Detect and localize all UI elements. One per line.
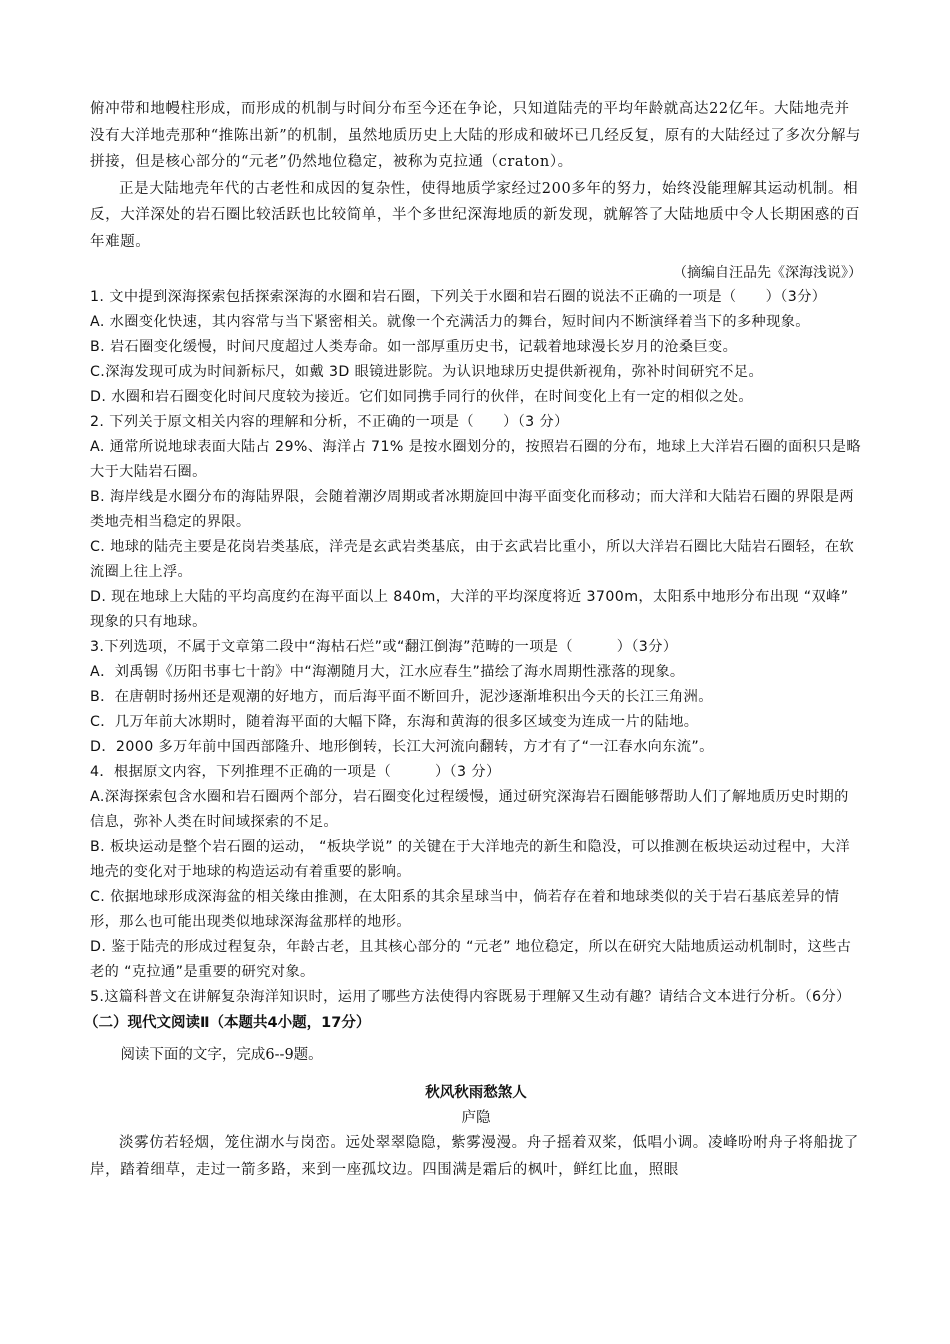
story-title: 秋风秋雨愁煞人 (425, 1084, 527, 1101)
option-b: B. 岩石圈变化缓慢，时间尺度超过人类寿命。如一部厚重历史书，记载着地球漫长岁月的沧桑巨变。 (90, 339, 738, 355)
reading-instruction: 阅读下面的文字，完成6--9题。 (120, 1047, 323, 1063)
option-c: C. 地球的陆壳主要是花岗岩类基底，洋壳是玄武岩类基底，由于玄武岩比重小，所以大洋岩石圈比大陆岩石圈轻，在软流圈上往上浮。 (90, 539, 855, 580)
option-c: C. 依据地球形成深海盆的相关缘由推测，在太阳系的其余星球当中，倘若存在着和地球类似的关于岩石基底差异的情形，那么也可能出现类似地球深海盆那样的地形。 (90, 889, 840, 930)
source-citation: （摘编自汪品先《深海浅说》） (673, 265, 862, 281)
option-b: B．在唐朝时扬州还是观潮的好地方，而后海平面不断回升，泥沙逐渐堆积出今天的长江三角洲。 (90, 689, 713, 705)
option-c: C．几万年前大冰期时，随着海平面的大幅下降，东海和黄海的很多区域变为连成一片的陆地。 (90, 714, 699, 730)
option-a: A.深海探索包含水圈和岩石圈两个部分，岩石圈变化过程缓慢，通过研究深海岩石圈能够帮助人们了解地质历史时期的信息，弥补人类在时间域探索的不足。 (90, 789, 849, 830)
option-b: B. 海岸线是水圈分布的海陆界限，会随着潮汐周期或者冰期旋回中海平面变化而移动；而大洋和大陆岩石圈的界限是两类地壳相当稳定的界限。 (90, 489, 854, 530)
option-d: D. 现在地球上大陆的平均高度约在海平面以上 840m，大洋的平均深度将近 3700m，太阳系中地形分布出现 “双峰” 现象的只有地球。 (90, 589, 849, 630)
story-author: 庐隐 (461, 1110, 491, 1126)
option-d: D. 鉴于陆壳的形成过程复杂，年龄古老，且其核心部分的 “元老” 地位稳定，所以在研究大陆地质运动机制时，这些古老的 “克拉通”是重要的研究对象。 (90, 939, 852, 980)
option-d: D. 水圈和岩石圈变化时间尺度较为接近。它们如同携手同行的伙伴，在时间变化上有一定的相似之处。 (90, 389, 753, 405)
option-a: A. 通常所说地球表面大陆占 29%、海洋占 71% 是按水圈划分的，按照岩石圈的分布，地球上大洋岩石圈的面积只是略大于大陆岩石圈。 (90, 439, 861, 480)
passage-paragraph: 正是大陆地壳年代的古老性和成因的复杂性，使得地质学家经过200多年的努力，始终没能理解其运动机制。相反，大洋深处的岩石圈比较活跃也比较简单，半个多世纪深海地质的新发现，就解答了大陆地质中令人长期困惑的百年难题。 (90, 180, 861, 250)
option-a: A．刘禹锡《历阳书事七十韵》中“海潮随月大，江水应春生”描绘了海水周期性涨落的现象。 (90, 664, 685, 680)
option-a: A. 水圈变化快速，其内容常与当下紧密相关。就像一个充满活力的舞台，短时间内不断演绎着当下的多种现象。 (90, 314, 810, 330)
option-b: B. 板块运动是整个岩石圈的运动， “板块学说” 的关键在于大洋地壳的新生和隐没，可以推测在板块运动过程中，大洋地壳的变化对于地球的构造运动有着重要的影响。 (90, 839, 851, 880)
question-stem: 4．根据原文内容，下列推理不正确的一项是（ ）（3 分） (90, 764, 501, 780)
question-4 (90, 760, 862, 985)
question-stem: 1. 文中提到深海探索包括探索深海的水圈和岩石圈，下列关于水圈和岩石圈的说法不正确的一项是（ ）（3分） (90, 289, 827, 305)
story-paragraph: 淡雾仿若轻烟，笼住湖水与岗峦。远处翠翠隐隐，紫雾漫漫。舟子摇着双桨，低唱小调。凌峰吩咐舟子将船拢了岸，踏着细草，走过一箭多路，来到一座孤坟边。四围满是霜后的枫叶，鲜红比血，照眼 (90, 1135, 859, 1178)
option-c: C.深海发现可成为时间新标尺，如戴 3D 眼镜进影院。为认识地球历史提供新视角，弥补时间研究不足。 (90, 364, 764, 380)
option-d: D．2000 多万年前中国西部隆升、地形倒转，长江大河流向翻转，方才有了“一江春水向东流”。 (90, 739, 714, 755)
question-2 (90, 410, 862, 635)
question-stem: 2. 下列关于原文相关内容的理解和分析，不正确的一项是（ ）（3 分） (90, 414, 569, 430)
question-3 (90, 635, 862, 760)
question-5 (90, 985, 862, 1010)
question-stem: 5.这篇科普文在讲解复杂海洋知识时，运用了哪些方法使得内容既易于理解又生动有趣？请结合文本进行分析。（6分） (90, 989, 851, 1005)
passage-paragraph: 俯冲带和地幔柱形成，而形成的机制与时间分布至今还在争论，只知道陆壳的平均年龄就高达22亿年。大陆地壳并没有大洋地壳那种“推陈出新”的机制，虽然地质历史上大陆的形成和破坏已几经反复，原有的大陆经过了多次分解与拼接，但是核心部分的“元老”仍然地位稳定，被称为克拉通（craton）。 (90, 101, 862, 170)
question-stem: 3.下列选项，不属于文章第二段中“海枯石烂”或“翻江倒海”范畴的一项是（ ）（3分） (90, 639, 678, 655)
section-heading: （二）现代文阅读Ⅱ（本题共4小题，17分） (84, 1015, 371, 1031)
question-1 (90, 285, 862, 410)
